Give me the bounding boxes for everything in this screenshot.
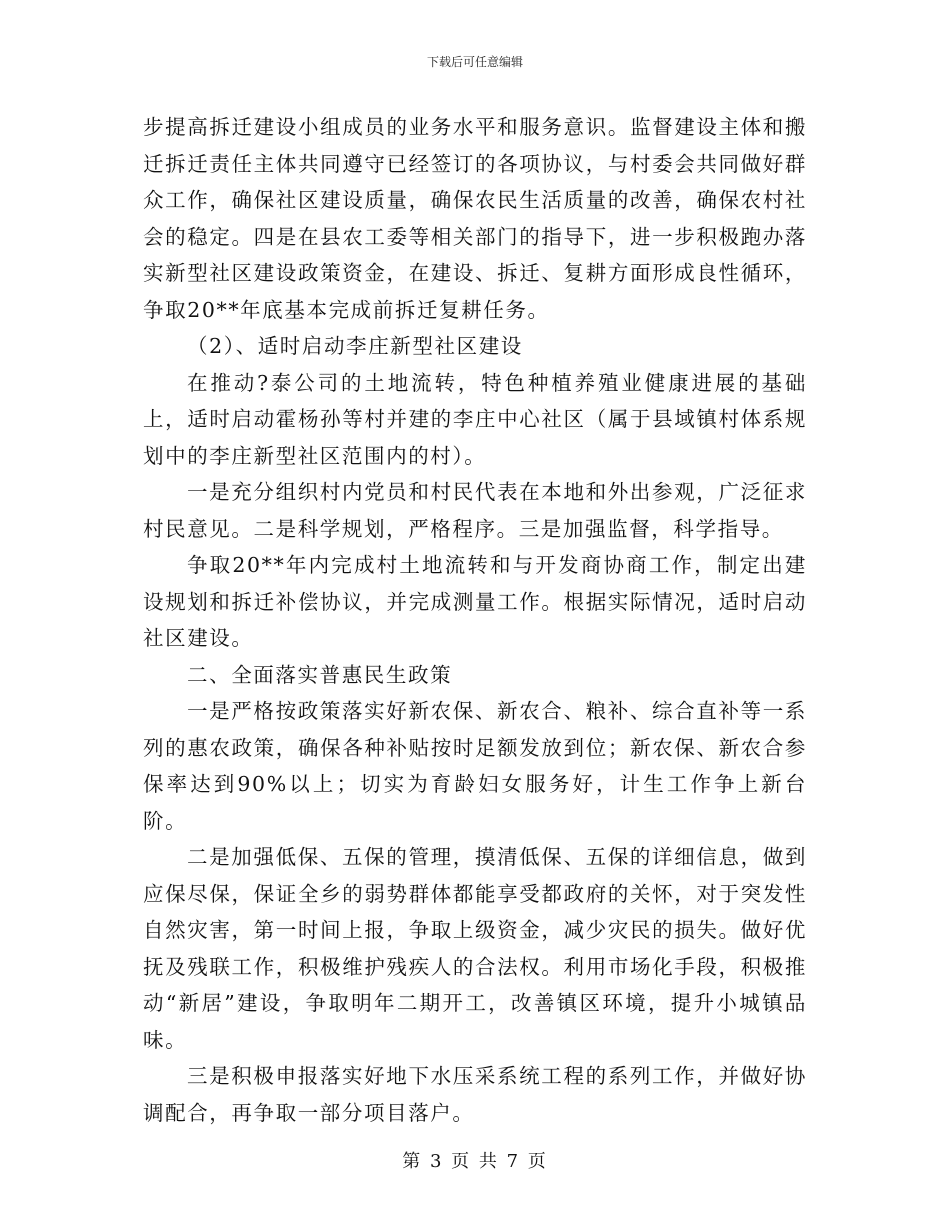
paragraph: 三是积极申报落实好地下水压采系统工程的系列工作，并做好协调配合，再争取一部分项目落户。 xyxy=(143,1064,807,1125)
section-heading: 二、全面落实普惠民生政策 xyxy=(187,662,453,687)
subsection-heading: （2）、适时启动李庄新型社区建设 xyxy=(187,334,523,358)
document-body xyxy=(143,109,807,1131)
page-number-footer: 第 3 页 共 7 页 xyxy=(402,1151,548,1172)
paragraph-continuation: 步提高拆迁建设小组成员的业务水平和服务意识。监督建设主体和搬迁拆迁责任主体共同遵守已经签订的各项协议，与村委会共同做好群众工作，确保社区建设质量，确保农民生活质量的改善，确保农村社会的稳定。四是在县农工委等相关部门的指导下，进一步积极跑办落实新型社区建设政策资金，在建设、拆迁、复耕方面形成良性循环，争取20**年底基本完成前拆迁复耕任务。 xyxy=(143,115,807,322)
paragraph: 一是充分组织村内党员和村民代表在本地和外出参观，广泛征求村民意见。二是科学规划，严格程序。三是加强监督，科学指导。 xyxy=(143,480,807,541)
paragraph: 一是严格按政策落实好新农保、新农合、粮补、综合直补等一系列的惠农政策，确保各种补贴按时足额发放到位；新农保、新农合参保率达到90%以上；切实为育龄妇女服务好，计生工作争上新台阶。 xyxy=(143,699,807,833)
paragraph: 二是加强低保、五保的管理，摸清低保、五保的详细信息，做到应保尽保，保证全乡的弱势群体都能享受都政府的关怀，对于突发性自然灾害，第一时间上报，争取上级资金，减少灾民的损失。做好优抚及残联工作，积极维护残疾人的合法权。利用市场化手段，积极推动“新居”建设，争取明年二期开工，改善镇区环境，提升小城镇品味。 xyxy=(143,845,807,1052)
page-header: 下载后可任意编辑 xyxy=(426,55,523,69)
paragraph: 在推动?泰公司的土地流转，特色种植养殖业健康进展的基础上，适时启动霍杨孙等村并建的李庄中心社区（属于县域镇村体系规划中的李庄新型社区范围内的村）。 xyxy=(143,370,807,468)
paragraph: 争取20**年内完成村土地流转和与开发商协商工作，制定出建设规划和拆迁补偿协议，并完成测量工作。根据实际情况，适时启动社区建设。 xyxy=(143,553,807,650)
